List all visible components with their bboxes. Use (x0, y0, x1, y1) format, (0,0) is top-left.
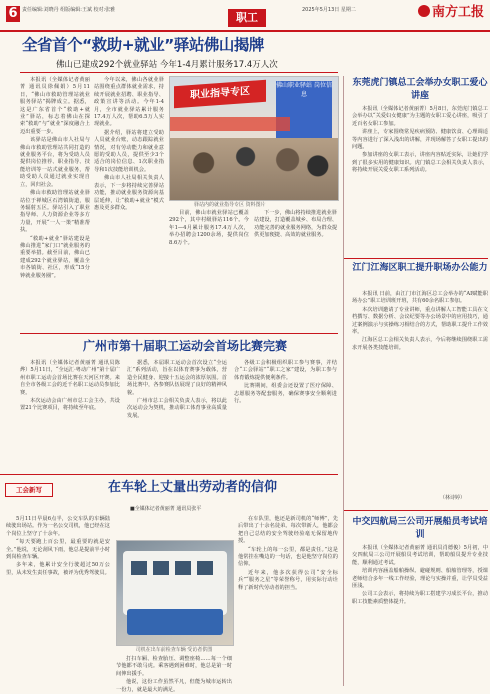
paragraph: 据悉，本届职工运动会首次设立“全运汇”系列活动，旨在以体育赛事为载体，营造全民健身、迎接十五运会的浓厚氛围。首场比赛中，各参赛队伍展现了良好的精神风貌。 (127, 360, 227, 396)
page-number: 6 (6, 6, 20, 22)
issue-date: 2025年5月13日 星期二 (302, 7, 356, 13)
photo-board: 佛山职业驿站 岗位信息 (276, 81, 332, 141)
paragraph: 本报讯 日前，由江门市江海区总工会举办的“AI赋能职场办公”职工培训班开班，共有60余名职工参加。 (352, 291, 488, 305)
right-item2-body (352, 291, 488, 491)
photo-tent (170, 117, 290, 131)
paragraph: 本报讯（全媒体记者黄丽菁 通讯员陈烨）5月11日，“全运汇·粤动广州”第十届广州市职工运动会首场比赛在天河区开赛。来自全市各级工会的近千名职工运动员参加比赛。 (20, 360, 120, 396)
main-article-col3 (169, 210, 249, 330)
article2-top-rule (20, 333, 338, 334)
photo-bus-window (131, 561, 147, 575)
main-headline: 全省首个“救助+就业”驿站佛山揭牌 (22, 36, 264, 54)
right-item1-title: 东莞虎门镇总工会举办女职工爱心讲座 (352, 78, 488, 101)
photo-bus-window (175, 561, 191, 575)
article3-kicker: 工会新写 (5, 483, 53, 497)
paragraph: 下一步，佛山将持续推进就业驿站建设，打造覆盖城乡、布局合理、功能完善的就业服务网络，为群众提供更加便捷、高效的就业服务。 (254, 210, 338, 239)
paragraph: 佛山市人社局相关负责人表示，下一步将持续完善驿站功能，推动就业服务资源向基层延伸，让“救助+就业”模式惠及更多群众。 (94, 175, 164, 211)
paragraph: 该驿站是佛山市人社局与佛山市救助管理站共同打造的就业服务平台，将为受助人员提供岗位推荐、职业指导、技能培训等一站式就业服务，帮助受助人员通过就业实现自立，回归社会。 (20, 137, 90, 188)
right-item1-body (352, 106, 488, 256)
column-divider (343, 76, 344, 686)
photo-crowd (170, 138, 338, 200)
paragraph: 目前，佛山市就业驿站已覆盖292个，其中村级驿站116个。今年1—4月累计服务17.4万人次，举办招聘会1200余场，提供岗位8.6万个。 (169, 210, 249, 246)
paragraph: 比赛期间，组委会还设置了医疗保障、志愿服务等配套服务，确保赛事安全顺利进行。 (234, 383, 337, 405)
right-item2-source: （林诗婷） (440, 495, 466, 501)
article3-title: 在车轮上丈量出劳动者的信仰 (108, 480, 278, 495)
article3-col3 (238, 516, 338, 686)
right-divider (344, 510, 488, 511)
right-item3-title: 中交四航局三公司开展船员考试培训 (352, 517, 488, 540)
right-divider (344, 258, 488, 259)
photo-bus-seat (127, 609, 223, 635)
article2-col2 (127, 360, 227, 470)
article2-col1 (20, 360, 120, 470)
article2-title: 广州市第十届职工运动会首场比赛完赛 (82, 339, 287, 353)
paragraph: “每天要跑上百公里，最重要的就是安全。”他说，无论刮风下雨，他总是提前半小时到岗检查车辆。 (6, 539, 110, 561)
paragraph: 他说，这份工作虽然平凡，但能为城市运转出一份力，就是最大的满足。 (116, 679, 232, 693)
section-label: 职工 (228, 9, 266, 27)
paragraph: “救助+就业”驿站建设是佛山推进“家门口”就业服务的重要举措。截至目前，佛山已建成292个就业驿站，覆盖全市各镇街、社区，形成“15分钟就业服务圈”。 (20, 235, 90, 279)
main-subhead: 佛山已建成292个就业驿站 今年1-4月累计服务17.4万人次 (56, 60, 278, 70)
paragraph: 参加讲座的女职工表示，讲座内容贴近实际，让她们学到了很多实用的健康知识。虎门镇总工会相关负责人表示，将持续开展关爱女职工系列活动。 (352, 152, 488, 174)
main-article-col4 (254, 210, 337, 330)
article3-byline: ■全媒体记者黄丽菁 通讯员张平 (130, 506, 202, 512)
photo-bus-window (197, 561, 213, 575)
paragraph: 广州市总工会相关负责人表示，将以此次运动会为契机，推动职工体育事业高质量发展。 (127, 398, 227, 419)
paragraph: “车轮上的每一公里，都是责任。”这是他常挂在嘴边的一句话，也是他坚守岗位的信仰。 (238, 546, 338, 568)
logo-mark-icon (418, 5, 430, 17)
paragraph: 在车队里，他还是新司机的“师傅”，先后带出了十余名徒弟。每次带新人，他都会把自己总结的安全驾驶经验毫无保留地传授。 (238, 516, 338, 545)
paragraph: 讲座上，专家围绕常见疾病预防、健康饮食、心理调适等内容进行了深入浅出的讲解，并现场解答了女职工提出的问题。 (352, 129, 488, 151)
main-article-col2 (94, 77, 164, 331)
article3-top-rule (0, 474, 338, 475)
article3-photo (116, 540, 234, 646)
paragraph: 5月11日早晨6点半，公交车队的车辆陆续驶出场站。作为一名公交司机，他已经在这个岗位上坚守了十余年。 (6, 516, 110, 537)
paragraph: 今年以来，佛山各就业驿站围绕重点群体就业需求，持续开展就业招聘、职业指导、政策宣讲等活动。今年1-4月，全市就业驿站累计服务17.4万人次，帮助6.5万人实现就业。 (94, 77, 164, 128)
paragraph: 江海区总工会相关负责人表示，今后将继续围绕职工需求开展各类技能培训。 (352, 337, 488, 351)
paragraph: 打扫车厢、检查胎压、调整座椅……每一个细节他都不敢马虎。乘客遇到困难时，他总是第一时间伸出援手。 (116, 656, 232, 677)
paragraph: 本次运动会由广州市总工会主办，共设置21个比赛项目，将持续至年底。 (20, 398, 120, 412)
paragraph: 培训内容涵盖船舶操纵、避碰规则、船舶管理等，授课老师结合多年一线工作经验，理论与实操并重，让学员受益匪浅。 (352, 568, 488, 590)
newspaper-logo (418, 3, 486, 23)
paragraph: 本报讯（全媒体记者黄丽菁 通讯员肖德俊）5月初，中交四航局三公司开展船员考试培训，帮助船员提升专业技能，顺利通过考试。 (352, 545, 488, 566)
logo-text: 南方工报 (432, 5, 485, 20)
paragraph: 多年来，他累计安全行驶超过50万公里，从未发生责任事故，被评为优秀驾驶员。 (6, 562, 110, 576)
editors-line: 责任编辑:刘晓丹 组版编辑:王斌 校对:张雅 (22, 7, 116, 13)
article3-col1 (6, 516, 110, 686)
article2-col3 (234, 360, 337, 470)
article3-photo-caption: 司机在出车前检查车辆 受访者供图 (135, 647, 213, 653)
paragraph: 本报讯（全媒体记者黄丽菁 通讯员徐佩娟）5月11日，“佛山市救助管理站就业服务驿站”揭牌成立。据悉，这是广东省首个“救助+就业”驿站，标志着佛山在探索“救助”与“就业”深度融合上迈出重要一步。 (20, 77, 90, 135)
main-article-col1 (20, 77, 90, 331)
paragraph: 据介绍，驿站将建立受助人员就业台账，动态跟踪就业情况，对有劳动能力和就业意愿的受助人员，提供至少3个适合的岗位信息、1次职业指导和1次技能培训机会。 (94, 129, 164, 173)
right-item2-title: 江门江海区职工提升职场办公能力 (352, 263, 488, 273)
photo-banner: 职业指导专区 (174, 80, 266, 108)
paragraph: 本次培训邀请了专业讲师，重点讲解人工智能工具在文档撰写、数据分析、会议纪要等办公场景中的应用技巧，通过案例演示与实操练习相结合的方式，帮助职工提升工作效率。 (352, 306, 488, 336)
paragraph: 佛山市救助管理站就业驿站位于禅城区石湾镇街道，服务辐射五区。驿站引入了职业指导师、人力资源企业等多方力量，开展“一人一策”精准帮扶。 (20, 190, 90, 234)
paragraph: 公司工会表示，将持续为职工搭建学习成长平台，推动职工技能素质整体提升。 (352, 591, 488, 605)
paragraph: 近年来，他多次获得公司“安全标兵”“服务之星”等荣誉称号，用实际行动诠释了新时代劳动者的担当。 (238, 569, 338, 591)
right-item3-body (352, 545, 488, 685)
article3-col2 (116, 656, 232, 693)
headline-rule (20, 72, 338, 73)
main-article-photo (169, 76, 339, 201)
paragraph: 本报讯（全媒体记者黄丽菁）5月8日，东莞虎门镇总工会举办以“关爱妇女健康”为主题的女职工爱心讲座，吸引了近百名女职工参加。 (352, 106, 488, 127)
photo-bus-window (153, 561, 169, 575)
paragraph: 各级工会积极组织职工参与赛事，并结合“工会驿站”“职工之家”建设，为职工参与体育锻炼提供便利条件。 (234, 360, 337, 381)
photo-caption: 驿站内的就业指导专区 资料图片 (194, 202, 266, 208)
